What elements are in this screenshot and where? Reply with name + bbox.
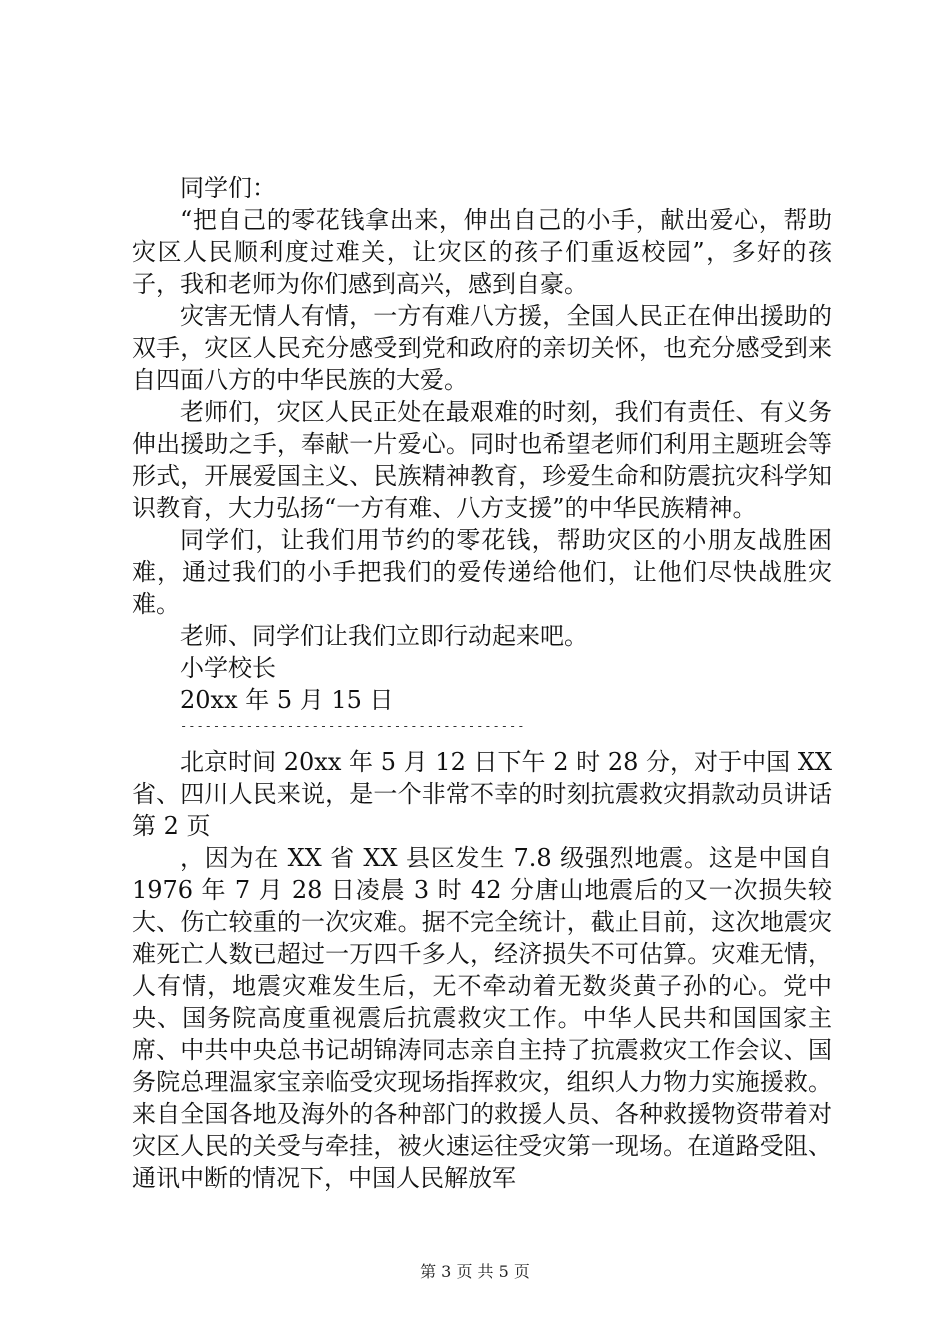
page-footer [0,1262,950,1282]
paragraph-news-intro: 北京时间 20xx 年 5 月 12 日下午 2 时 28 分，对于中国 XX 省、四川人民来说，是一个非常不幸的时刻抗震救灾捐款动员讲话第 2 页 [132,748,832,840]
paragraph-disaster: 灾害无情人有情，一方有难八方援，全国人民正在伸出援助的双手，灾区人民充分感受到党和政府的亲切关怀，也充分感受到来自四面八方的中华民族的大爱。 [132,302,832,394]
paragraph-teachers: 老师们，灾区人民正处在最艰难的时刻，我们有责任、有义务伸出援助之手，奉献一片爱心。同时也希望老师们利用主题班会等形式，开展爱国主义、民族精神教育，珍爱生命和防震抗灾科学知识教育，大力弘扬“一方有难、八方支援”的中华民族精神。 [132,398,832,522]
salutation: 同学们： [180,174,276,202]
paragraph-news-body: ，因为在 XX 省 XX 县区发生 7.8 级强烈地震。这是中国自 1976 年 7 月 28 日凌晨 3 时 42 分唐山地震后的又一次损失较大、伤亡较重的一次灾难。据不完全统计，截止目前，这次地震灾难死亡人数已超过一万四千多人，经济损失不可估算。灾难无情，人有情，地震灾难发生后，无不牵动着无数炎黄子孙的心。党中央、国务院高度重视震后抗震救灾工作。中华人民共和国国家主席、中共中央总书记胡锦涛同志亲自主持了抗震救灾工作会议、国务院总理温家宝亲临受灾现场指挥救灾，组织人力物力实施援救。来自全国各地及海外的各种部门的救援人员、各种救援物资带着对灾区人民的关受与牵挂，被火速运往受灾第一现场。在道路受阻、通讯中断的情况下，中国人民解放军 [132,844,832,1192]
date-line: 20xx 年 5 月 15 日 [180,686,394,714]
page-number: 第 3 页 共 5 页 [420,1262,530,1281]
signature: 小学校长 [180,654,276,682]
divider-text: ------------------------------------------ [180,719,526,733]
paragraph-quote: “把自己的零花钱拿出来，伸出自己的小手，献出爱心，帮助灾区人民顺利度过难关，让灾区的孩子们重返校园”，多好的孩子，我和老师为你们感到高兴，感到自豪。 [132,206,832,298]
section-divider [132,716,832,746]
paragraph-call-to-action: 老师、同学们让我们立即行动起来吧。 [180,622,588,650]
paragraph-students: 同学们，让我们用节约的零花钱，帮助灾区的小朋友战胜困难，通过我们的小手把我们的爱传递给他们，让他们尽快战胜灾难。 [132,526,832,618]
document-body [132,172,832,1194]
